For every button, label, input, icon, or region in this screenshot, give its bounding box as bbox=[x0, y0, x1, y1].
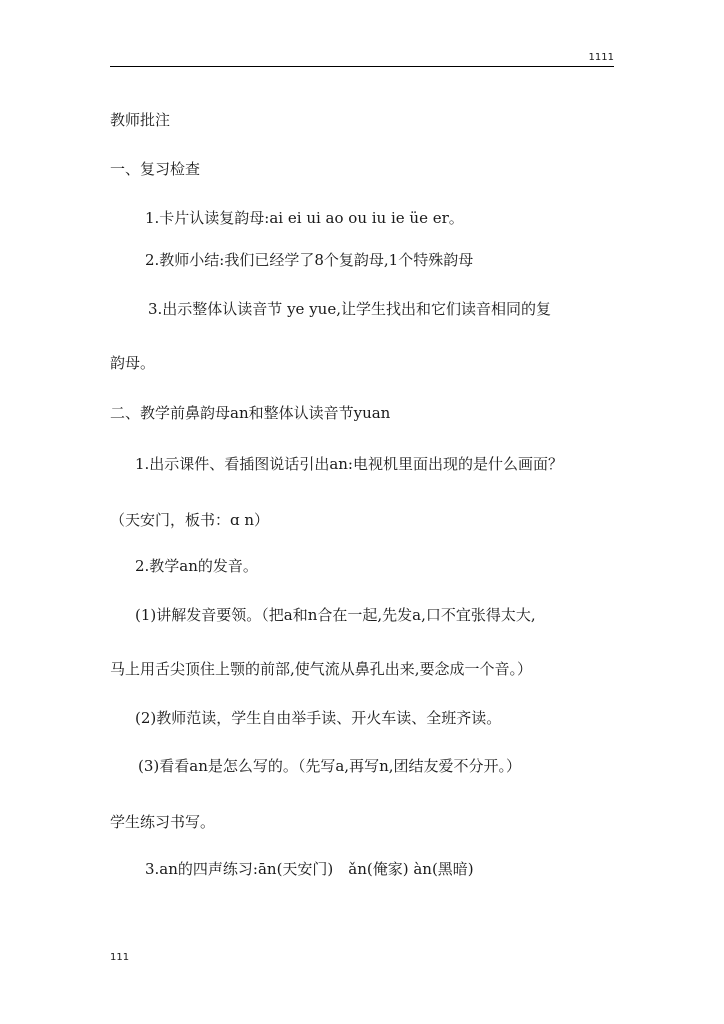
section-heading-teaching: 二、教学前鼻韵母an和整体认读音节yuan bbox=[110, 404, 391, 422]
header-rule bbox=[110, 66, 614, 67]
paragraph-line: (2)教师范读，学生自由举手读、开火车读、全班齐读。 bbox=[135, 709, 502, 727]
page-footer-number: 111 bbox=[110, 952, 130, 963]
paragraph-line: 3.an的四声练习:ān(天安门) ǎn(俺家) àn(黑暗) bbox=[145, 860, 474, 878]
paragraph-line: （天安门，板书：ɑ n） bbox=[110, 511, 270, 529]
paragraph-line: 2.教学an的发音。 bbox=[135, 557, 258, 575]
paragraph-line: 韵母。 bbox=[110, 354, 156, 372]
paragraph-line: 1.出示课件、看插图说话引出an:电视机里面出现的是什么画面？ bbox=[135, 455, 563, 473]
paragraph-line: 1.卡片认读复韵母:ai ei ui ao ou iu ie üe er。 bbox=[145, 209, 464, 227]
paragraph-line: 2.教师小结:我们已经学了8个复韵母,1个特殊韵母 bbox=[145, 251, 474, 269]
section-heading-review: 一、复习检查 bbox=[110, 160, 201, 178]
margin-note-heading: 教师批注 bbox=[110, 111, 171, 129]
page-header-number: 1111 bbox=[588, 52, 614, 63]
paragraph-line: 学生练习书写。 bbox=[110, 813, 216, 831]
paragraph-line: 马上用舌尖顶住上颚的前部,使气流从鼻孔出来,要念成一个音。） bbox=[110, 660, 533, 678]
paragraph-line: (1)讲解发音要领。（把a和n合在一起,先发a,口不宜张得太大, bbox=[135, 606, 536, 624]
paragraph-line: (3)看看an是怎么写的。（先写a,再写n,团结友爱不分开。） bbox=[138, 757, 521, 775]
paragraph-line: 3.出示整体认读音节 ye yue,让学生找出和它们读音相同的复 bbox=[148, 300, 551, 318]
